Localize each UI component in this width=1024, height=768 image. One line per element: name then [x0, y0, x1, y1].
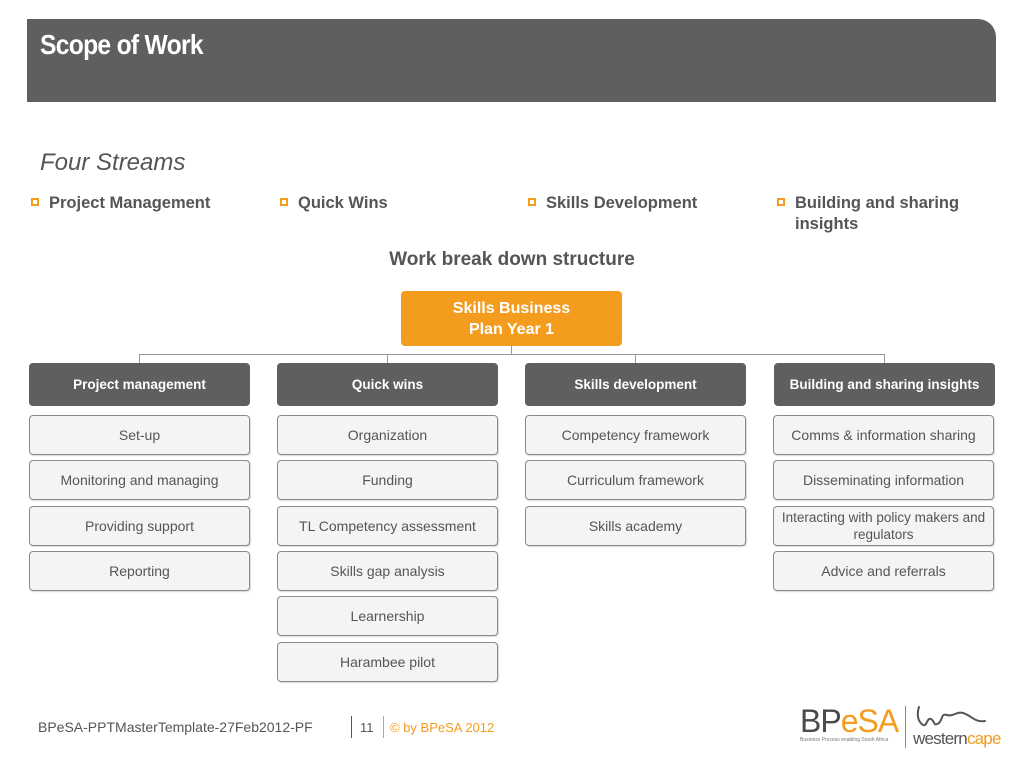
wbs-task: Comms & information sharing: [773, 415, 994, 455]
wbs-column-header: Skills development: [525, 363, 746, 406]
stream-building-sharing-insights: [777, 193, 987, 235]
wbs-title: Work break down structure: [389, 249, 635, 270]
wbs-task: Providing support: [29, 506, 250, 546]
wbs-task: Competency framework: [525, 415, 746, 455]
bullet-icon: [777, 198, 785, 206]
wbs-task: Advice and referrals: [773, 551, 994, 591]
western-cape-logo: westerncape: [913, 705, 995, 751]
page-number: 11: [360, 720, 374, 735]
wbs-task: TL Competency assessment: [277, 506, 498, 546]
stream-quick-wins: [280, 193, 495, 214]
wbs-task: Organization: [277, 415, 498, 455]
stream-label: Skills Development: [546, 194, 698, 212]
wbs-root-node: [401, 291, 622, 346]
wbs-task: Disseminating information: [773, 460, 994, 500]
connector-line: [387, 354, 388, 363]
wbs-column-header: Project management: [29, 363, 250, 406]
wbs-task: Interacting with policy makers and regulators: [773, 506, 994, 546]
footer-copyright: © by BPeSA 2012: [390, 720, 495, 735]
wbs-task: Monitoring and managing: [29, 460, 250, 500]
stream-project-management: [31, 193, 246, 214]
footer-template-name: BPeSA-PPTMasterTemplate-27Feb2012-PF: [38, 719, 313, 735]
wbs-column-header: Quick wins: [277, 363, 498, 406]
bullet-icon: [280, 198, 288, 206]
footer-divider: [351, 716, 352, 738]
wbs-task: Skills academy: [525, 506, 746, 546]
western-cape-mark-icon: [913, 705, 995, 731]
connector-line: [139, 354, 885, 355]
connector-line: [139, 354, 140, 363]
section-subtitle: Four Streams: [40, 149, 186, 176]
wbs-task: Reporting: [29, 551, 250, 591]
connector-line: [635, 354, 636, 363]
wbs-column-header: Building and sharing insights: [774, 363, 995, 406]
wbs-root-label: Skills Business Plan Year 1: [452, 299, 571, 338]
wbs-task: Curriculum framework: [525, 460, 746, 500]
logo-divider: [905, 706, 906, 748]
stream-skills-development: [528, 193, 743, 214]
bullet-icon: [528, 198, 536, 206]
slide-title: Scope of Work: [40, 29, 203, 60]
wbs-task: Harambee pilot: [277, 642, 498, 682]
wbs-task: Set-up: [29, 415, 250, 455]
wbs-task: Skills gap analysis: [277, 551, 498, 591]
footer-divider: [383, 716, 384, 738]
bullet-icon: [31, 198, 39, 206]
wbs-task: Learnership: [277, 596, 498, 636]
bpesa-logo: BPeSA Business Process enabling South Africa: [800, 703, 899, 743]
connector-line: [884, 354, 885, 363]
wbs-task: Funding: [277, 460, 498, 500]
stream-label: Quick Wins: [298, 194, 388, 212]
title-bar: [27, 19, 996, 102]
stream-label: Project Management: [49, 194, 211, 212]
stream-label: Building and sharing insights: [795, 194, 960, 233]
